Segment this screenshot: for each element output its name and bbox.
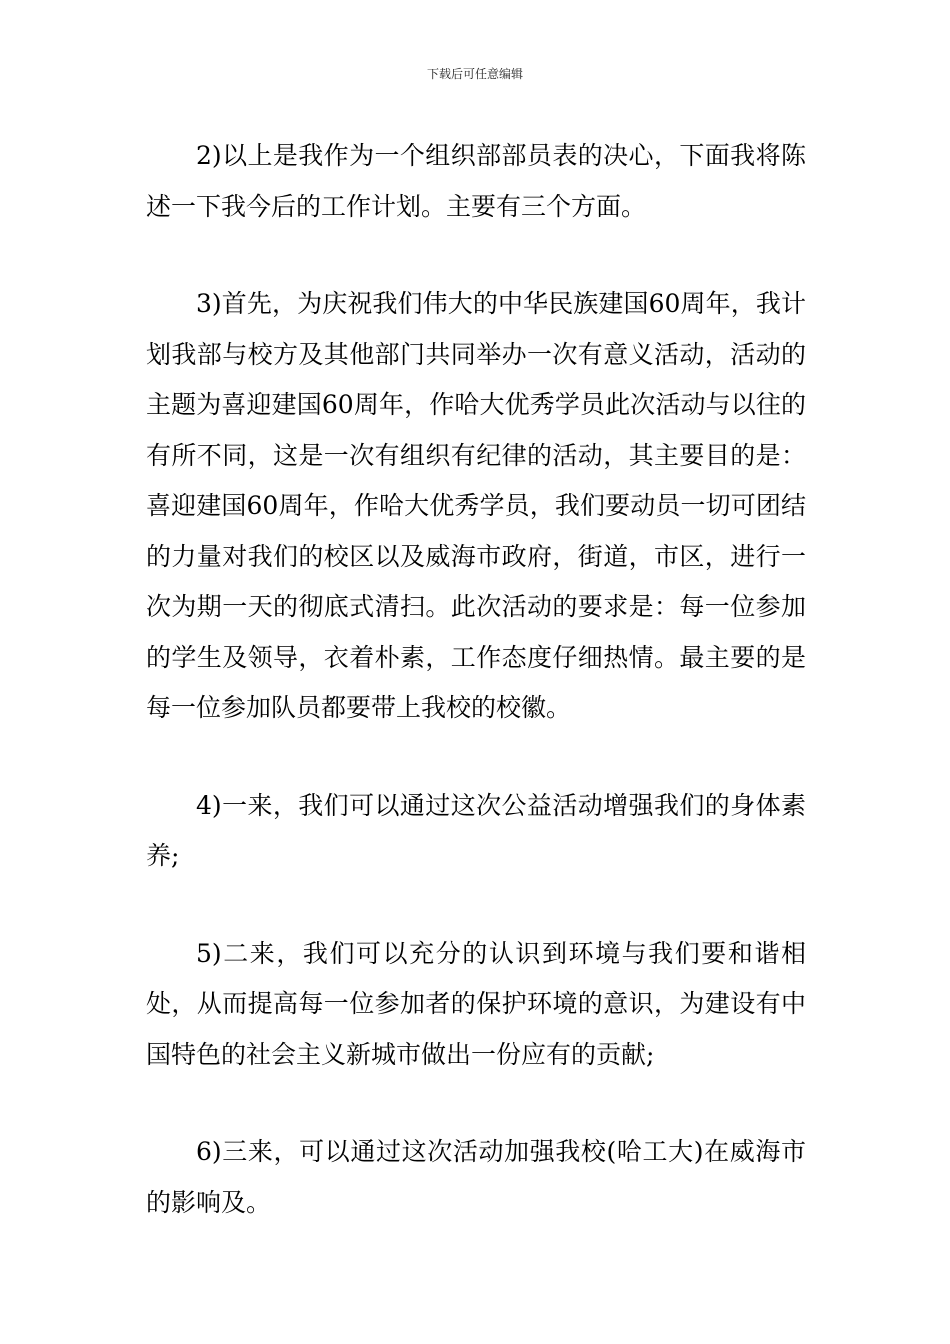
paragraph-5: 5)二来，我们可以充分的认识到环境与我们要和谐相处，从而提高每一位参加者的保护环境的意识，为建设有中国特色的社会主义新城市做出一份应有的贡献; <box>146 938 806 1069</box>
paragraph-4: 4)一来，我们可以通过这次公益活动增强我们的身体素养; <box>146 790 806 870</box>
header-note: 下载后可任意编辑 <box>426 67 523 81</box>
paragraph-2: 2)以上是我作为一个组织部部员表的决心，下面我将陈述一下我今后的工作计划。主要有三个方面。 <box>146 141 806 221</box>
paragraph-6: 6)三来，可以通过这次活动加强我校(哈工大)在威海市的影响及。 <box>146 1137 806 1217</box>
paragraph-3: 3)首先，为庆祝我们伟大的中华民族建国60周年，我计划我部与校方及其他部门共同举办一次有意义活动，活动的主题为喜迎建国60周年，作哈大优秀学员此次活动与以往的有所不同，这是一次有组织有纪律的活动，其主要目的是：喜迎建国60周年，作哈大优秀学员，我们要动员一切可团结的力量对我们的校区以及威海市政府，街道，市区，进行一次为期一天的彻底式清扫。此次活动的要求是：每一位参加的学生及领导，衣着朴素，工作态度仔细热情。最主要的是每一位参加队员都要带上我校的校徽。 <box>146 289 806 722</box>
document-body <box>146 131 806 1228</box>
